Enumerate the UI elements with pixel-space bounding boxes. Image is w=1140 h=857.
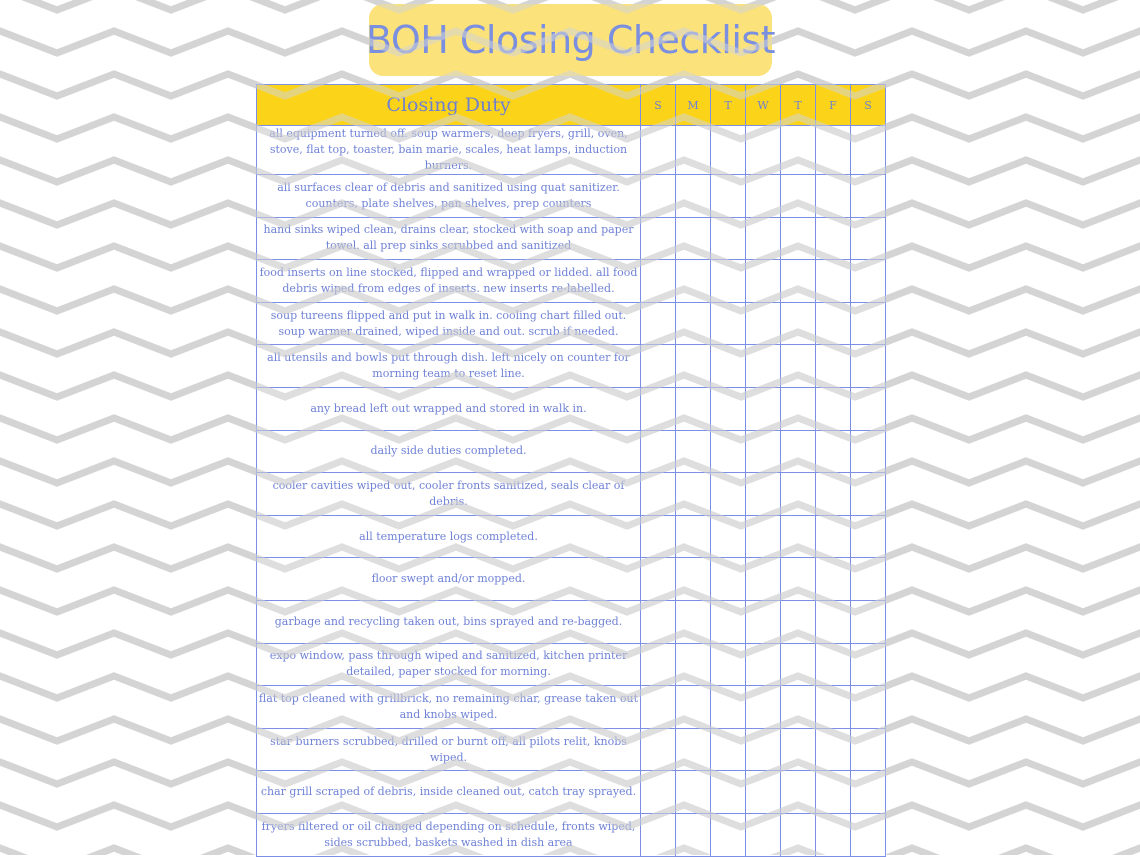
duty-text: garbage and recycling taken out, bins sprayed and re-bagged. — [257, 600, 641, 643]
checkbox-cell-tuesday[interactable] — [711, 345, 746, 388]
checkbox-cell-wednesday[interactable] — [746, 217, 781, 260]
checkbox-cell-friday[interactable] — [816, 686, 851, 729]
checkbox-cell-sunday[interactable] — [641, 600, 676, 643]
checkbox-cell-wednesday[interactable] — [746, 473, 781, 516]
checkbox-cell-wednesday[interactable] — [746, 430, 781, 473]
checkbox-cell-friday[interactable] — [816, 387, 851, 430]
checkbox-cell-tuesday[interactable] — [711, 302, 746, 345]
checkbox-cell-saturday[interactable] — [851, 515, 886, 558]
page-title: BOH Closing Checklist — [365, 18, 776, 62]
checkbox-cell-monday[interactable] — [676, 302, 711, 345]
checkbox-cell-monday[interactable] — [676, 175, 711, 218]
checkbox-cell-wednesday[interactable] — [746, 387, 781, 430]
duty-text: star burners scrubbed, drilled or burnt off, all pilots relit, knobs wiped. — [257, 728, 641, 771]
checkbox-cell-monday[interactable] — [676, 387, 711, 430]
checkbox-cell-sunday[interactable] — [641, 771, 676, 814]
table-row — [257, 126, 886, 175]
table-header-row — [257, 85, 886, 126]
checkbox-cell-sunday[interactable] — [641, 260, 676, 303]
checkbox-cell-friday[interactable] — [816, 260, 851, 303]
checkbox-cell-saturday[interactable] — [851, 600, 886, 643]
checkbox-cell-monday[interactable] — [676, 430, 711, 473]
checkbox-cell-tuesday[interactable] — [711, 771, 746, 814]
checkbox-cell-wednesday[interactable] — [746, 515, 781, 558]
checkbox-cell-thursday[interactable] — [781, 686, 816, 729]
checkbox-cell-friday[interactable] — [816, 600, 851, 643]
checkbox-cell-sunday[interactable] — [641, 473, 676, 516]
table-row — [257, 217, 886, 260]
day-header-thursday: T — [781, 85, 816, 126]
checkbox-cell-thursday[interactable] — [781, 302, 816, 345]
checkbox-cell-saturday[interactable] — [851, 387, 886, 430]
checkbox-cell-friday[interactable] — [816, 558, 851, 601]
checkbox-cell-friday[interactable] — [816, 302, 851, 345]
checkbox-cell-thursday[interactable] — [781, 558, 816, 601]
checkbox-cell-sunday[interactable] — [641, 728, 676, 771]
checkbox-cell-thursday[interactable] — [781, 430, 816, 473]
checkbox-cell-saturday[interactable] — [851, 771, 886, 814]
duty-text: cooler cavities wiped out, cooler fronts sanitized, seals clear of debris. — [257, 473, 641, 516]
checkbox-cell-saturday[interactable] — [851, 813, 886, 856]
checkbox-cell-tuesday[interactable] — [711, 813, 746, 856]
checkbox-cell-monday[interactable] — [676, 126, 711, 175]
checkbox-cell-thursday[interactable] — [781, 126, 816, 175]
day-header-wednesday: W — [746, 85, 781, 126]
checkbox-cell-wednesday[interactable] — [746, 345, 781, 388]
day-header-monday: M — [676, 85, 711, 126]
checkbox-cell-tuesday[interactable] — [711, 217, 746, 260]
checkbox-cell-thursday[interactable] — [781, 515, 816, 558]
duty-text: hand sinks wiped clean, drains clear, stocked with soap and paper towel. all prep sinks scrubbed and sanitized — [257, 217, 641, 260]
checkbox-cell-wednesday[interactable] — [746, 126, 781, 175]
checkbox-cell-tuesday[interactable] — [711, 643, 746, 686]
checkbox-cell-tuesday[interactable] — [711, 430, 746, 473]
table-row — [257, 175, 886, 218]
checkbox-cell-thursday[interactable] — [781, 728, 816, 771]
checkbox-cell-saturday[interactable] — [851, 728, 886, 771]
checkbox-cell-thursday[interactable] — [781, 260, 816, 303]
duty-text: daily side duties completed. — [257, 430, 641, 473]
duty-text: expo window, pass through wiped and sanitized, kitchen printer detailed, paper stocked for morning. — [257, 643, 641, 686]
checkbox-cell-sunday[interactable] — [641, 387, 676, 430]
day-header-sunday: S — [641, 85, 676, 126]
checkbox-cell-sunday[interactable] — [641, 302, 676, 345]
checkbox-cell-thursday[interactable] — [781, 600, 816, 643]
checkbox-cell-friday[interactable] — [816, 175, 851, 218]
table-row — [257, 345, 886, 388]
checkbox-cell-thursday[interactable] — [781, 473, 816, 516]
checkbox-cell-tuesday[interactable] — [711, 260, 746, 303]
day-header-tuesday: T — [711, 85, 746, 126]
checkbox-cell-wednesday[interactable] — [746, 728, 781, 771]
table-row — [257, 473, 886, 516]
checkbox-cell-saturday[interactable] — [851, 126, 886, 175]
checkbox-cell-wednesday[interactable] — [746, 260, 781, 303]
checkbox-cell-friday[interactable] — [816, 813, 851, 856]
checkbox-cell-tuesday[interactable] — [711, 515, 746, 558]
checkbox-cell-saturday[interactable] — [851, 473, 886, 516]
checkbox-cell-thursday[interactable] — [781, 217, 816, 260]
checkbox-cell-friday[interactable] — [816, 473, 851, 516]
checkbox-cell-friday[interactable] — [816, 515, 851, 558]
closing-checklist-table — [256, 84, 886, 857]
checkbox-cell-thursday[interactable] — [781, 643, 816, 686]
table-row — [257, 302, 886, 345]
checkbox-cell-monday[interactable] — [676, 558, 711, 601]
duty-text: floor swept and/or mopped. — [257, 558, 641, 601]
checkbox-cell-saturday[interactable] — [851, 345, 886, 388]
checkbox-cell-sunday[interactable] — [641, 643, 676, 686]
checkbox-cell-sunday[interactable] — [641, 686, 676, 729]
checkbox-cell-tuesday[interactable] — [711, 686, 746, 729]
checkbox-cell-tuesday[interactable] — [711, 728, 746, 771]
table-row — [257, 686, 886, 729]
checkbox-cell-friday[interactable] — [816, 728, 851, 771]
table-row — [257, 430, 886, 473]
checkbox-cell-tuesday[interactable] — [711, 175, 746, 218]
checkbox-cell-friday[interactable] — [816, 430, 851, 473]
checkbox-cell-saturday[interactable] — [851, 430, 886, 473]
checkbox-cell-friday[interactable] — [816, 771, 851, 814]
checkbox-cell-wednesday[interactable] — [746, 771, 781, 814]
checkbox-cell-sunday[interactable] — [641, 175, 676, 218]
checkbox-cell-sunday[interactable] — [641, 813, 676, 856]
checkbox-cell-wednesday[interactable] — [746, 686, 781, 729]
closing-duty-header: Closing Duty — [257, 85, 641, 126]
checkbox-cell-monday[interactable] — [676, 260, 711, 303]
table-row — [257, 771, 886, 814]
checkbox-cell-saturday[interactable] — [851, 260, 886, 303]
table-row — [257, 558, 886, 601]
checkbox-cell-sunday[interactable] — [641, 558, 676, 601]
checkbox-cell-wednesday[interactable] — [746, 175, 781, 218]
duty-text: soup tureens flipped and put in walk in. cooling chart filled out. soup warmer drained, wiped inside and out. scrub if needed. — [257, 302, 641, 345]
checkbox-cell-sunday[interactable] — [641, 430, 676, 473]
checkbox-cell-friday[interactable] — [816, 126, 851, 175]
checkbox-cell-saturday[interactable] — [851, 558, 886, 601]
table-row — [257, 600, 886, 643]
table-row — [257, 260, 886, 303]
day-header-saturday: S — [851, 85, 886, 126]
checkbox-cell-saturday[interactable] — [851, 175, 886, 218]
duty-text: any bread left out wrapped and stored in walk in. — [257, 387, 641, 430]
checkbox-cell-wednesday[interactable] — [746, 813, 781, 856]
checkbox-cell-saturday[interactable] — [851, 686, 886, 729]
day-header-friday: F — [816, 85, 851, 126]
checkbox-cell-thursday[interactable] — [781, 387, 816, 430]
checkbox-cell-monday[interactable] — [676, 813, 711, 856]
checkbox-cell-thursday[interactable] — [781, 345, 816, 388]
checkbox-cell-monday[interactable] — [676, 515, 711, 558]
checkbox-cell-thursday[interactable] — [781, 813, 816, 856]
checkbox-cell-wednesday[interactable] — [746, 600, 781, 643]
checkbox-cell-monday[interactable] — [676, 686, 711, 729]
checkbox-cell-wednesday[interactable] — [746, 558, 781, 601]
duty-text: all temperature logs completed. — [257, 515, 641, 558]
checkbox-cell-wednesday[interactable] — [746, 643, 781, 686]
table-row — [257, 643, 886, 686]
title-banner — [365, 4, 776, 76]
checkbox-cell-tuesday[interactable] — [711, 600, 746, 643]
table-row — [257, 515, 886, 558]
checkbox-cell-wednesday[interactable] — [746, 302, 781, 345]
duty-text: flat top cleaned with grillbrick, no remaining char, grease taken out and knobs wiped. — [257, 686, 641, 729]
duty-text: all equipment turned off. soup warmers, deep fryers, grill, oven, stove, flat top, toaster, bain marie, scales, heat lamps, induction burners. — [257, 126, 641, 175]
checkbox-cell-sunday[interactable] — [641, 345, 676, 388]
checkbox-cell-saturday[interactable] — [851, 302, 886, 345]
duty-text: food inserts on line stocked, flipped and wrapped or lidded. all food debris wiped from edges of inserts. new inserts re-labelled. — [257, 260, 641, 303]
checkbox-cell-monday[interactable] — [676, 217, 711, 260]
checkbox-cell-monday[interactable] — [676, 643, 711, 686]
checkbox-cell-sunday[interactable] — [641, 126, 676, 175]
table-row — [257, 728, 886, 771]
checkbox-cell-friday[interactable] — [816, 643, 851, 686]
duty-text: char grill scraped of debris, inside cleaned out, catch tray sprayed. — [257, 771, 641, 814]
duty-text: all utensils and bowls put through dish. left nicely on counter for morning team to reset line. — [257, 345, 641, 388]
checkbox-cell-friday[interactable] — [816, 345, 851, 388]
checkbox-cell-tuesday[interactable] — [711, 387, 746, 430]
checkbox-cell-monday[interactable] — [676, 473, 711, 516]
checkbox-cell-saturday[interactable] — [851, 643, 886, 686]
checkbox-cell-saturday[interactable] — [851, 217, 886, 260]
checkbox-cell-monday[interactable] — [676, 728, 711, 771]
checkbox-cell-sunday[interactable] — [641, 515, 676, 558]
duty-text: all surfaces clear of debris and sanitized using quat sanitizer. counters, plate shelves, pan shelves, prep counters — [257, 175, 641, 218]
table-row — [257, 813, 886, 856]
checkbox-cell-tuesday[interactable] — [711, 473, 746, 516]
checkbox-cell-monday[interactable] — [676, 600, 711, 643]
checkbox-cell-tuesday[interactable] — [711, 126, 746, 175]
checkbox-cell-tuesday[interactable] — [711, 558, 746, 601]
duty-text: fryers filtered or oil changed depending on schedule, fronts wiped, sides scrubbed, baskets washed in dish area — [257, 813, 641, 856]
checkbox-cell-friday[interactable] — [816, 217, 851, 260]
checkbox-cell-thursday[interactable] — [781, 175, 816, 218]
checkbox-cell-thursday[interactable] — [781, 771, 816, 814]
table-row — [257, 387, 886, 430]
checkbox-cell-monday[interactable] — [676, 345, 711, 388]
checkbox-cell-sunday[interactable] — [641, 217, 676, 260]
checkbox-cell-monday[interactable] — [676, 771, 711, 814]
